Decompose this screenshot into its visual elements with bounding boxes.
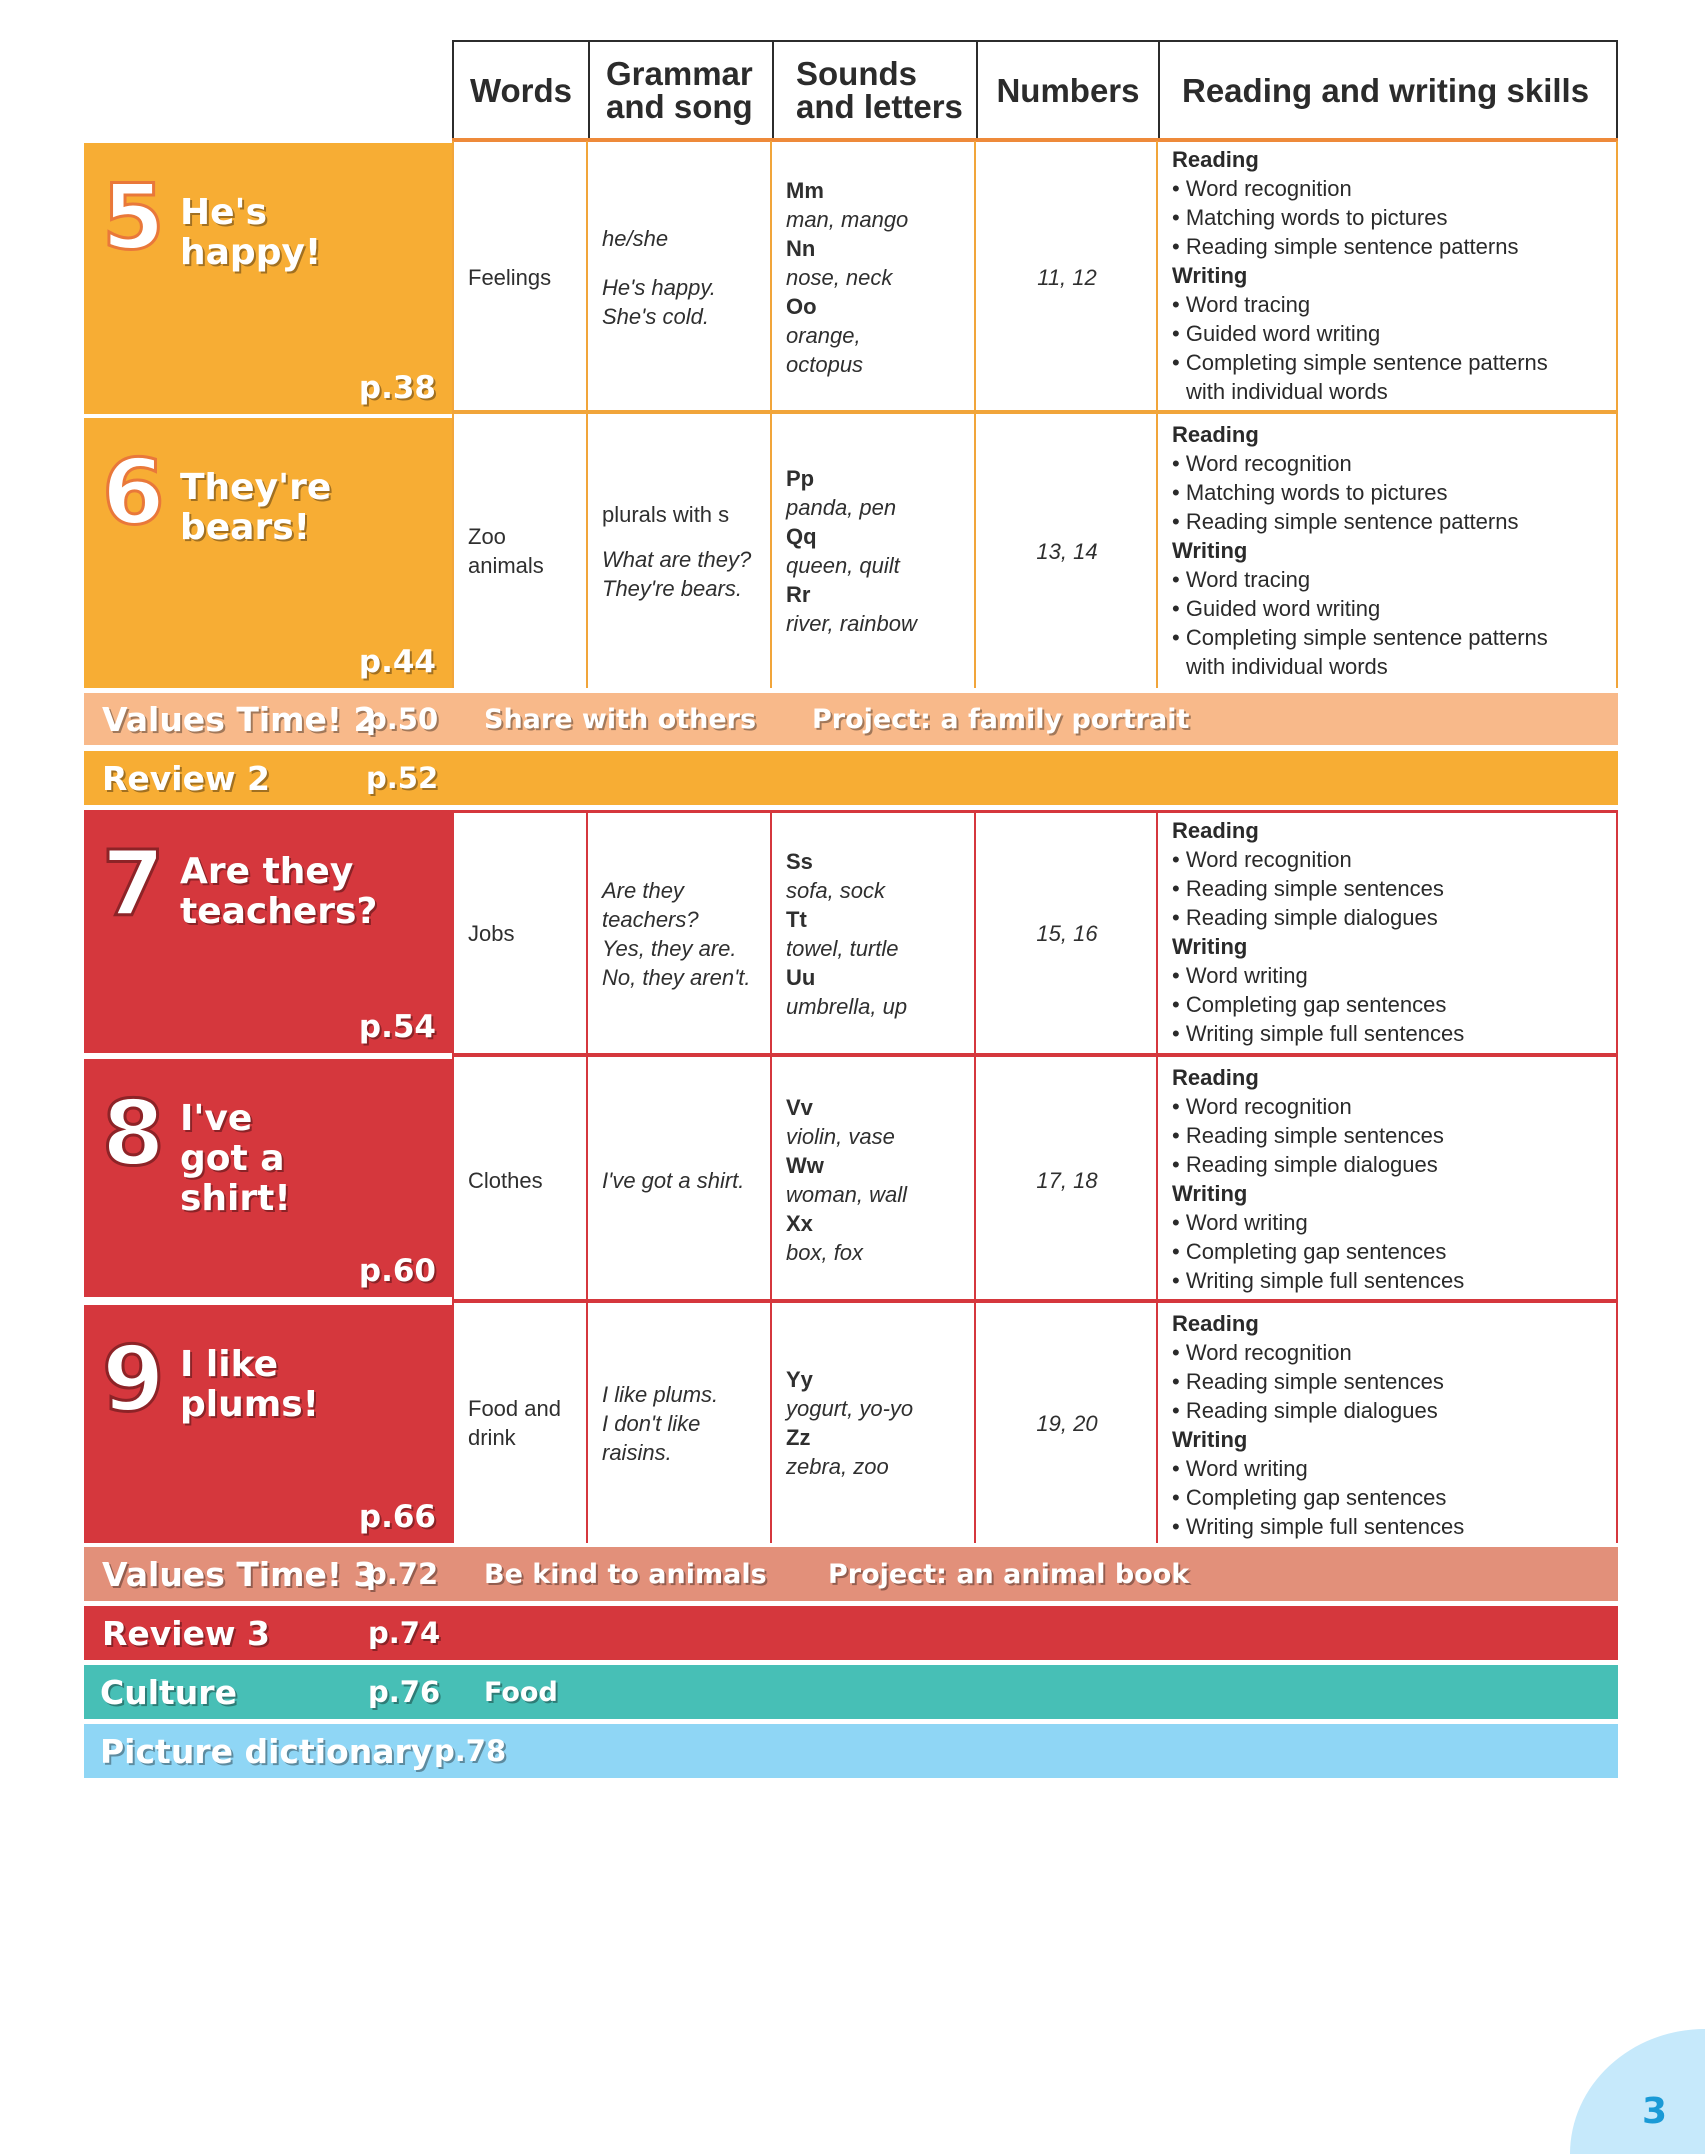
unit-title: Are they teachers?	[180, 851, 378, 932]
unit-9-numbers: 19, 20	[1036, 1410, 1098, 1436]
review-3-bar	[84, 1606, 1618, 1660]
bar-page: p.78	[434, 1734, 507, 1768]
unit-6-numbers: 13, 14	[1036, 538, 1098, 564]
skill-item: • Guided word writing	[1172, 594, 1602, 623]
skill-item: • Reading simple sentences	[1172, 874, 1602, 903]
values-time-3-bar	[84, 1547, 1618, 1601]
letter: Rr	[786, 582, 811, 607]
skill-item: • Word writing	[1172, 961, 1602, 990]
skill-item: • Guided word writing	[1172, 319, 1602, 348]
unit-number: 5	[102, 165, 165, 270]
skill-item: • Word recognition	[1172, 1338, 1602, 1367]
header-grammar	[588, 40, 772, 140]
bar-title: Culture	[100, 1672, 237, 1712]
bar-page: p.72	[366, 1557, 439, 1591]
letter-words: man, mango	[786, 207, 909, 232]
bar-title: Values Time! 2	[102, 699, 377, 739]
unit-5-words: Feelings	[468, 265, 552, 290]
bar-topic: Food	[484, 1676, 558, 1708]
unit-7-numbers: 15, 16	[1036, 921, 1098, 946]
bar-project: Project: a family portrait	[812, 703, 1190, 735]
unit-6-skills	[1158, 416, 1616, 685]
reading-heading: Reading	[1172, 1065, 1259, 1090]
header-numbers	[976, 40, 1158, 140]
grammar-line: She's cold.	[602, 304, 709, 329]
reading-heading: Reading	[1172, 422, 1259, 447]
skill-item: • Matching words to pictures	[1172, 478, 1602, 507]
bar-project: Project: an animal book	[828, 1558, 1190, 1590]
unit-title: He's happy!	[180, 192, 322, 273]
letter-words: queen, quilt	[786, 553, 900, 578]
header-skills-label: Reading and writing skills	[1182, 71, 1590, 109]
unit-5-block	[84, 143, 452, 414]
letter: Oo	[786, 294, 817, 319]
letter: Ww	[786, 1153, 824, 1178]
letter: Zz	[786, 1425, 811, 1450]
unit-6-block	[84, 418, 452, 688]
unit-6-words	[454, 414, 588, 688]
writing-heading: Writing	[1172, 263, 1248, 288]
skill-item: • Writing simple full sentences	[1172, 1019, 1602, 1048]
unit-9-skills	[1158, 1305, 1616, 1545]
letter-words: river, rainbow	[786, 611, 917, 636]
unit-page: p.66	[358, 1499, 436, 1535]
letter-words: box, fox	[786, 1240, 864, 1265]
grammar-line: They're bears.	[602, 575, 742, 601]
unit-9-sounds	[772, 1303, 976, 1543]
unit-number: 9	[102, 1327, 165, 1432]
grammar-line: I don't like	[602, 1410, 701, 1436]
skill-item: • Word tracing	[1172, 565, 1602, 594]
header-grammar-label: Grammar and song	[606, 55, 753, 125]
skill-item: • Completing simple sentence patterns	[1172, 623, 1602, 652]
grammar-line: What are they?	[602, 546, 752, 572]
words-text: Food and drink	[468, 1396, 561, 1450]
skill-item: • Reading simple dialogues	[1172, 1396, 1602, 1425]
unit-number: 6	[102, 440, 165, 545]
unit-number: 7	[102, 832, 165, 937]
unit-title: I've got a shirt!	[180, 1098, 291, 1219]
letter-words: yogurt, yo-yo	[786, 1396, 914, 1421]
skill-item: • Reading simple sentences	[1172, 1121, 1602, 1150]
reading-heading: Reading	[1172, 818, 1259, 843]
skill-item: with individual words	[1186, 379, 1388, 404]
skill-item: • Word recognition	[1172, 174, 1602, 203]
bar-title: Review 2	[102, 758, 270, 798]
letter: Xx	[786, 1211, 813, 1236]
bar-title: Values Time! 3	[102, 1554, 377, 1594]
letter: Uu	[786, 964, 816, 990]
letter-words: woman, wall	[786, 1182, 908, 1207]
bar-value: Be kind to animals	[484, 1558, 767, 1590]
skill-item: • Word writing	[1172, 1454, 1602, 1483]
header-words	[452, 40, 588, 140]
unit-page: p.54	[358, 1009, 436, 1045]
skill-item: • Completing simple sentence patterns	[1172, 348, 1602, 377]
reading-heading: Reading	[1172, 147, 1259, 172]
unit-page: p.60	[358, 1253, 436, 1289]
header-sounds-label: Sounds and letters	[796, 55, 963, 125]
bar-value: Share with others	[484, 703, 757, 735]
header-numbers-label: Numbers	[996, 71, 1140, 109]
letter-words: nose, neck	[786, 265, 893, 290]
unit-number: 8	[102, 1081, 165, 1186]
grammar-line: Are they	[602, 877, 684, 903]
header-words-label: Words	[469, 71, 573, 109]
unit-title: I like plums!	[180, 1344, 320, 1425]
unit-9-grammar	[588, 1303, 772, 1543]
culture-bar	[84, 1665, 1618, 1719]
letter: Ss	[786, 848, 813, 874]
unit-8-sounds	[772, 1057, 976, 1303]
letter-words: violin, vase	[786, 1124, 895, 1149]
skill-item: • Reading simple dialogues	[1172, 1150, 1602, 1179]
letter-words: umbrella, up	[786, 993, 908, 1019]
bar-page: p.74	[368, 1616, 441, 1650]
page-corner	[1570, 2029, 1705, 2154]
review-2-bar	[84, 751, 1618, 805]
letter: Vv	[786, 1095, 813, 1120]
values-time-2-bar	[84, 693, 1618, 745]
letter-words: sofa, sock	[786, 877, 886, 903]
skill-item: • Matching words to pictures	[1172, 203, 1602, 232]
letter: Pp	[786, 466, 815, 491]
unit-5-sounds	[772, 141, 976, 414]
unit-8-numbers: 17, 18	[1036, 1167, 1098, 1193]
unit-page: p.44	[358, 644, 436, 680]
unit-7-words: Jobs	[468, 921, 515, 946]
letter: Qq	[786, 524, 817, 549]
page-number: 3	[1641, 2091, 1667, 2132]
grammar-line: he/she	[602, 226, 669, 251]
skill-item: • Word tracing	[1172, 290, 1602, 319]
unit-8-grammar: I've got a shirt.	[602, 1167, 745, 1193]
letter: Yy	[786, 1367, 813, 1392]
grammar-line: teachers?	[602, 906, 699, 932]
grammar-line: He's happy.	[602, 275, 716, 300]
unit-7-skills	[1158, 812, 1616, 1052]
skill-item: • Reading simple sentence patterns	[1172, 507, 1602, 536]
header-sounds	[772, 40, 976, 140]
skill-item: • Reading simple dialogues	[1172, 903, 1602, 932]
writing-heading: Writing	[1172, 1181, 1248, 1206]
bar-title: Picture dictionary	[100, 1731, 433, 1771]
bar-page: p.76	[368, 1675, 441, 1709]
reading-heading: Reading	[1172, 1311, 1259, 1336]
letter-words: orange, octopus	[786, 323, 864, 377]
letter: Mm	[786, 178, 824, 203]
letter-words: panda, pen	[786, 495, 897, 520]
letter: Tt	[786, 906, 807, 932]
skill-item: • Word recognition	[1172, 449, 1602, 478]
unit-9-words	[454, 1303, 588, 1543]
skill-item: • Reading simple sentence patterns	[1172, 232, 1602, 261]
skill-item: • Completing gap sentences	[1172, 990, 1602, 1019]
unit-7-grammar	[588, 810, 772, 1057]
grammar-line: I like plums.	[602, 1381, 719, 1407]
words-text: Zoo animals	[468, 524, 544, 578]
skill-item: • Reading simple sentences	[1172, 1367, 1602, 1396]
unit-6-grammar	[588, 414, 772, 688]
unit-8-block	[84, 1059, 452, 1297]
skill-item: • Completing gap sentences	[1172, 1483, 1602, 1512]
writing-heading: Writing	[1172, 538, 1248, 563]
letter: Nn	[786, 236, 816, 261]
unit-7-sounds	[772, 810, 976, 1057]
unit-5-grammar	[588, 141, 772, 414]
unit-6-sounds	[772, 414, 976, 688]
grammar-line: Yes, they are.	[602, 935, 737, 961]
bar-page: p.50	[366, 702, 439, 736]
grammar-line: raisins.	[602, 1439, 672, 1465]
letter-words: towel, turtle	[786, 935, 899, 961]
skill-item: • Word writing	[1172, 1208, 1602, 1237]
unit-5-skills	[1158, 141, 1616, 410]
writing-heading: Writing	[1172, 934, 1248, 959]
bar-page: p.52	[366, 761, 439, 795]
unit-8-words: Clothes	[468, 1167, 543, 1193]
skill-item: • Word recognition	[1172, 1092, 1602, 1121]
letter-words: zebra, zoo	[786, 1454, 889, 1479]
unit-5-numbers: 11, 12	[1037, 265, 1097, 290]
unit-8-skills	[1158, 1059, 1616, 1299]
unit-title: They're bears!	[180, 467, 332, 548]
unit-page: p.38	[358, 370, 436, 406]
unit-7-block	[84, 810, 452, 1053]
grammar-line: No, they aren't.	[602, 964, 751, 990]
grammar-line: plurals with s	[602, 501, 730, 527]
skill-item: • Writing simple full sentences	[1172, 1512, 1602, 1541]
header-skills	[1158, 40, 1616, 140]
skill-item: • Writing simple full sentences	[1172, 1266, 1602, 1295]
writing-heading: Writing	[1172, 1427, 1248, 1452]
unit-9-block	[84, 1305, 452, 1543]
skill-item: • Word recognition	[1172, 845, 1602, 874]
picture-dictionary-bar	[84, 1724, 1618, 1778]
skill-item: • Completing gap sentences	[1172, 1237, 1602, 1266]
bar-title: Review 3	[102, 1613, 270, 1653]
skill-item: with individual words	[1186, 654, 1388, 679]
